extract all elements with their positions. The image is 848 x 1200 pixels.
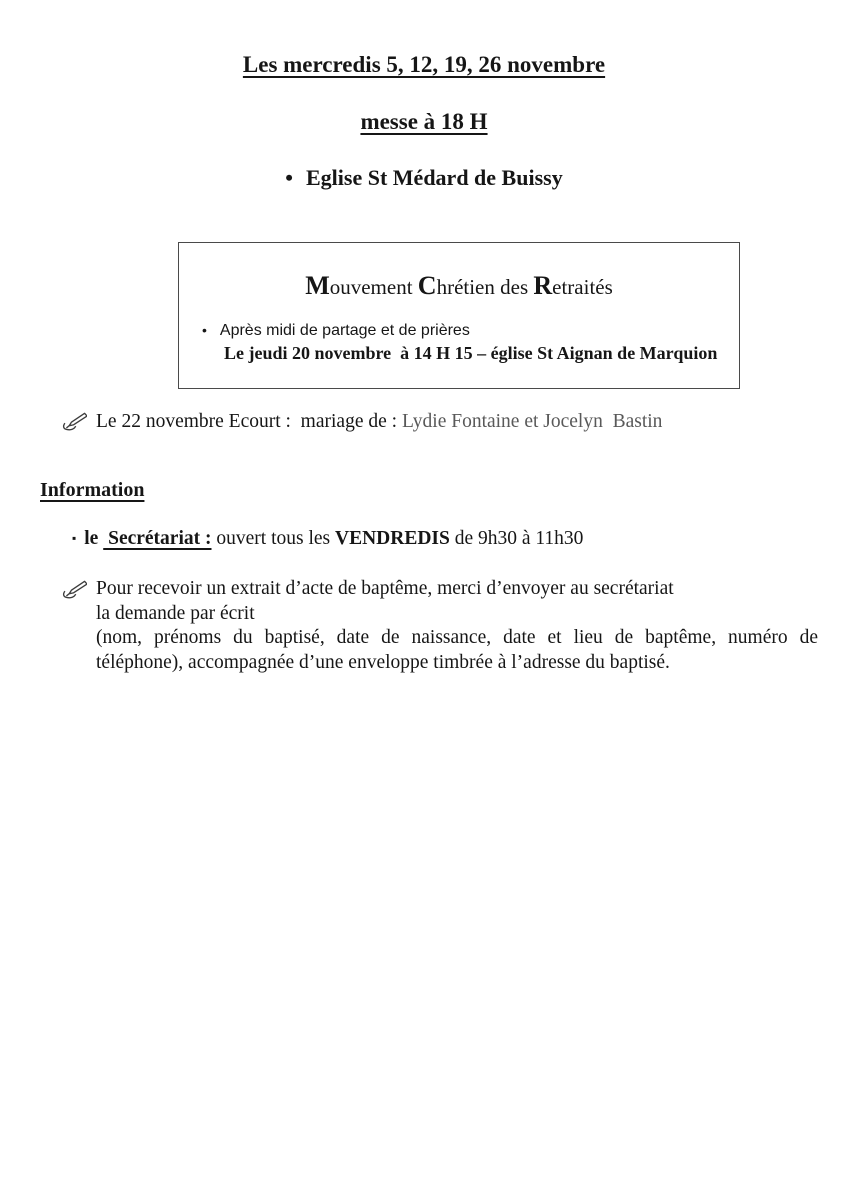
secretariat-text xyxy=(84,528,583,550)
information-heading: Information xyxy=(40,479,145,501)
secretariat-line xyxy=(72,528,848,550)
mcr-title xyxy=(197,271,721,301)
bapteme-line: téléphone), accompagnée d’une enveloppe timbrée à l’adresse du baptisé. xyxy=(96,651,670,673)
mcr-title-text: hrétien des xyxy=(436,275,534,299)
church-bullet-line xyxy=(0,165,848,191)
title-date-line: Les mercredis 5, 12, 19, 26 novembre xyxy=(242,52,606,77)
round-bullet-icon: • xyxy=(202,322,207,338)
bapteme-line: Pour recevoir un extrait d’acte de baptême, merci d’envoyer au secrétariat xyxy=(96,578,674,599)
bapteme-line: (nom, prénoms du baptisé, date de naissance, date et lieu de baptême, numéro de xyxy=(96,627,818,648)
bapteme-line: la demande par écrit xyxy=(96,602,255,624)
square-bullet-icon: ▪ xyxy=(72,531,77,545)
bapteme-text xyxy=(96,577,818,675)
church-name: Eglise St Médard de Buissy xyxy=(306,165,563,190)
mcr-initial: R xyxy=(533,271,553,300)
secretariat-lead: le xyxy=(84,528,104,549)
mcr-initial: M xyxy=(305,271,330,300)
mcr-activity-line xyxy=(197,322,721,340)
writing-hand-icon xyxy=(62,412,87,432)
secretariat-hours: de 9h30 à 11h30 xyxy=(449,528,584,549)
secretariat-days: VENDREDIS xyxy=(334,528,450,549)
wedding-prefix: Le 22 novembre Ecourt : mariage de : xyxy=(96,411,402,432)
mcr-announcement-box xyxy=(178,242,740,389)
title-mass-line: messe à 18 H xyxy=(360,109,488,134)
mcr-schedule-line: Le jeudi 20 novembre à 14 H 15 – église St Aignan de Marquion xyxy=(224,343,718,363)
writing-hand-icon xyxy=(62,580,87,600)
secretariat-mid: ouvert tous les xyxy=(211,528,335,549)
wedding-names: Lydie Fontaine et Jocelyn Bastin xyxy=(401,411,663,432)
mcr-title-text: ouvement xyxy=(329,275,418,299)
mcr-activity-text: Après midi de partage et de prières xyxy=(219,322,470,339)
mcr-title-text: etraités xyxy=(552,275,613,299)
wedding-announcement xyxy=(62,411,848,433)
wedding-text xyxy=(96,411,662,433)
round-bullet-icon: • xyxy=(285,165,293,190)
bapteme-paragraph xyxy=(62,577,848,675)
title-block xyxy=(0,0,848,191)
secretariat-label: Secrétariat : xyxy=(103,528,212,549)
mcr-initial: C xyxy=(417,271,437,300)
